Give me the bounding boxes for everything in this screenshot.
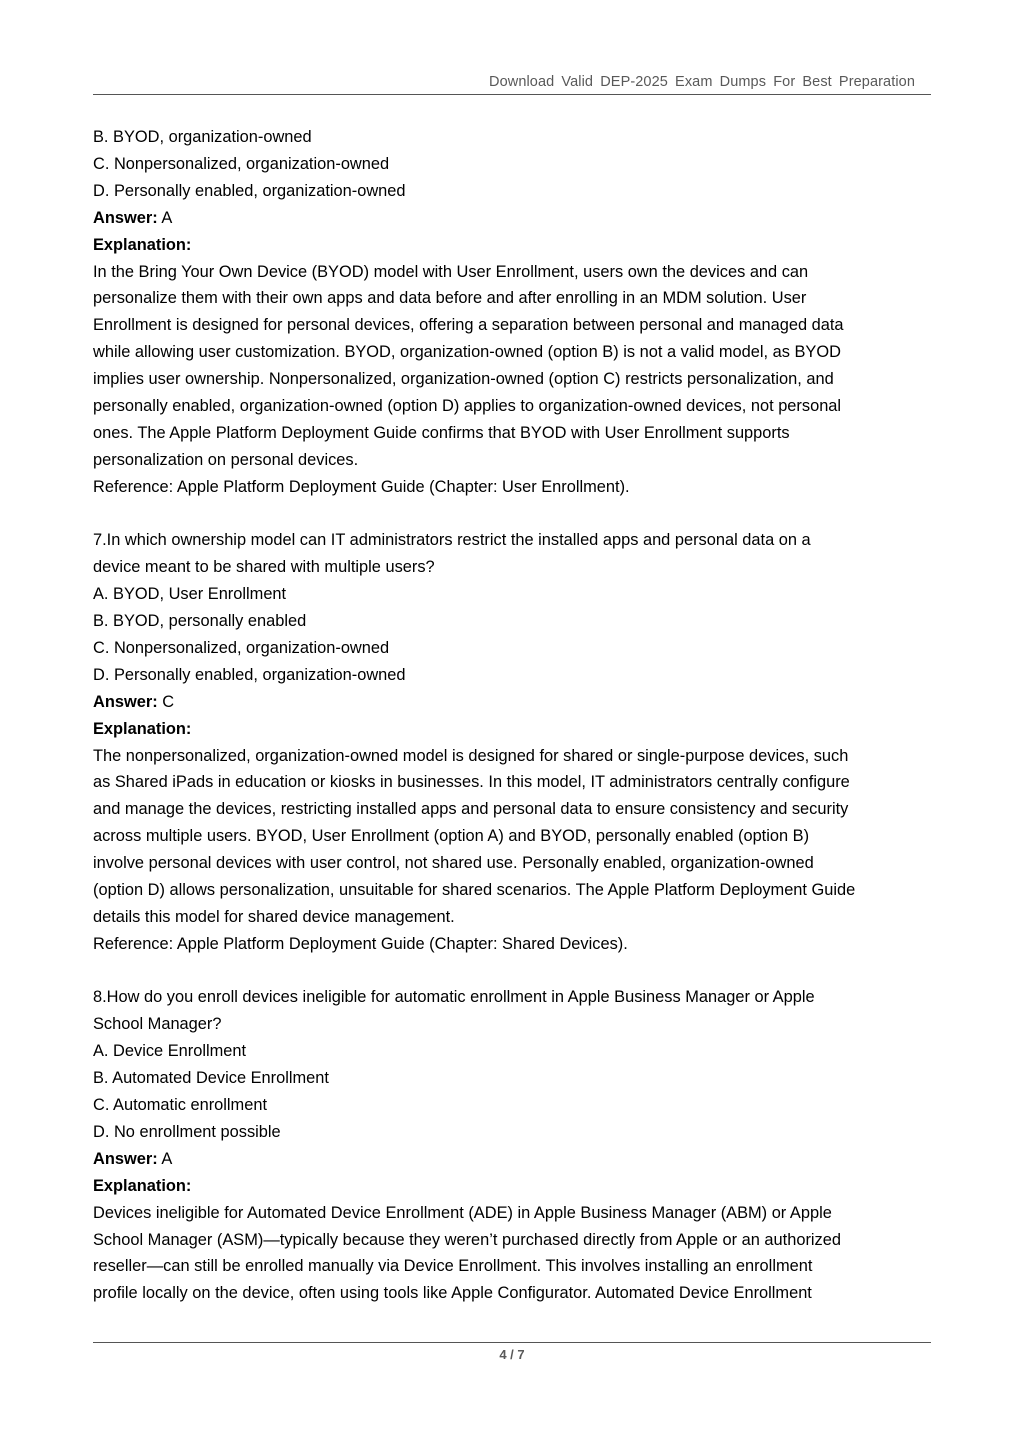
answer-label: Answer:: [93, 692, 158, 711]
explanation-line: (option D) allows personalization, unsuitable for shared scenarios. The Apple Platform Deployment Guide: [93, 881, 856, 900]
explanation-line: The nonpersonalized, organization-owned model is designed for shared or single-purpose devices, such: [93, 746, 849, 765]
explanation-line: as Shared iPads in education or kiosks in businesses. In this model, IT administrators centrally configure: [93, 773, 850, 792]
option-a: A. Device Enrollment: [93, 1042, 247, 1061]
answer-value: C: [157, 692, 175, 711]
spacer: [93, 501, 938, 528]
reference-line: Reference: Apple Platform Deployment Guide (Chapter: User Enrollment).: [93, 477, 630, 496]
option-a: A. BYOD, User Enrollment: [93, 585, 287, 604]
explanation-label: Explanation:: [93, 719, 192, 738]
explanation-line: involve personal devices with user control, not shared use. Personally enabled, organization-owned: [93, 854, 814, 873]
explanation-label: Explanation:: [93, 1176, 192, 1195]
explanation-line: ones. The Apple Platform Deployment Guide confirms that BYOD with User Enrollment supports: [93, 423, 790, 442]
question-text: School Manager?: [93, 1015, 222, 1034]
header-title: Download Valid DEP-2025 Exam Dumps For Best Preparation: [489, 74, 915, 90]
explanation-line: personalize them with their own apps and data before and after enrolling in an MDM solution. User: [93, 289, 807, 308]
answer-line: [93, 689, 938, 716]
page-number: 4 / 7: [499, 1347, 525, 1362]
question-8: [93, 984, 938, 1307]
question-text: 8.How do you enroll devices ineligible for automatic enrollment in Apple Business Manager or Apple: [93, 988, 815, 1007]
explanation-line: In the Bring Your Own Device (BYOD) model with User Enrollment, users own the devices and can: [93, 262, 809, 281]
option-d: D. Personally enabled, organization-owned: [93, 665, 406, 684]
page-header: [93, 72, 931, 95]
option-d: D. No enrollment possible: [93, 1122, 281, 1141]
option-b: B. BYOD, organization-owned: [93, 128, 312, 146]
explanation-line: personally enabled, organization-owned (option D) applies to organization-owned devices, not personal: [93, 397, 842, 416]
answer-label: Answer:: [93, 208, 158, 227]
question-text: 7.In which ownership model can IT administrators restrict the installed apps and personal data on a: [93, 531, 811, 550]
option-c: C. Nonpersonalized, organization-owned: [93, 638, 390, 657]
question-text: device meant to be shared with multiple users?: [93, 558, 435, 577]
question-6: [93, 124, 938, 501]
document-body: [93, 124, 938, 1307]
page-footer: [93, 1342, 931, 1362]
answer-line: [93, 205, 938, 232]
option-c: C. Automatic enrollment: [93, 1096, 267, 1114]
explanation-line: across multiple users. BYOD, User Enrollment (option A) and BYOD, personally enabled (option B): [93, 827, 810, 846]
explanation-line: details this model for shared device management.: [93, 907, 455, 926]
option-b: B. BYOD, personally enabled: [93, 612, 307, 630]
explanation-line: reseller—can still be enrolled manually via Device Enrollment. This involves installing an enrollment: [93, 1257, 813, 1276]
answer-label: Answer:: [93, 1149, 158, 1168]
explanation-label: Explanation:: [93, 235, 192, 254]
answer-value: A: [157, 208, 173, 227]
option-c: C. Nonpersonalized, organization-owned: [93, 154, 390, 173]
reference-line: Reference: Apple Platform Deployment Guide (Chapter: Shared Devices).: [93, 934, 628, 953]
explanation-line: School Manager (ASM)—typically because they weren’t purchased directly from Apple or an authorized: [93, 1230, 841, 1249]
explanation-line: implies user ownership. Nonpersonalized, organization-owned (option C) restricts personalization, and: [93, 370, 834, 389]
spacer: [93, 958, 938, 985]
option-b: B. Automated Device Enrollment: [93, 1069, 329, 1088]
explanation-line: Enrollment is designed for personal devices, offering a separation between personal and managed data: [93, 316, 844, 335]
question-7: [93, 527, 938, 958]
option-d: D. Personally enabled, organization-owned: [93, 181, 406, 200]
answer-value: A: [157, 1149, 173, 1168]
answer-line: [93, 1146, 938, 1173]
explanation-line: profile locally on the device, often using tools like Apple Configurator. Automated Device Enrollment: [93, 1284, 812, 1303]
explanation-line: while allowing user customization. BYOD, organization-owned (option B) is not a valid model, as BYOD: [93, 343, 841, 362]
explanation-line: and manage the devices, restricting installed apps and personal data to ensure consistency and security: [93, 800, 849, 819]
explanation-line: personalization on personal devices.: [93, 450, 359, 469]
explanation-line: Devices ineligible for Automated Device Enrollment (ADE) in Apple Business Manager (ABM) or Apple: [93, 1203, 832, 1222]
